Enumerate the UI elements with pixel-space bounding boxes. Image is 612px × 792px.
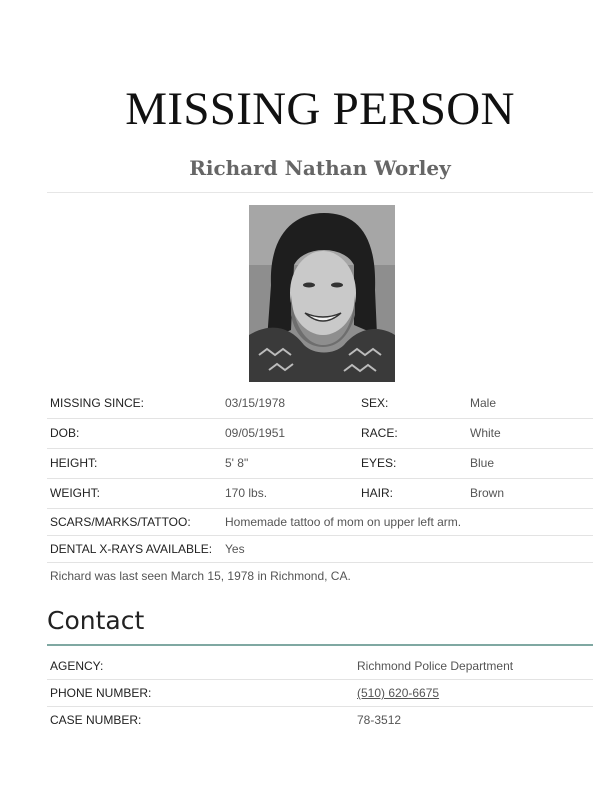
person-name: Richard Nathan Worley [189, 156, 451, 180]
dob-label: DOB: [50, 426, 80, 440]
weight-value: 170 lbs. [225, 486, 268, 500]
height-value: 5' 8" [225, 456, 249, 470]
agency-label: AGENCY: [50, 659, 104, 673]
last-seen-note: Richard was last seen March 15, 1978 in Richmond, CA. [50, 569, 351, 583]
table-row [47, 679, 593, 707]
contact-divider [47, 644, 593, 646]
table-row [47, 706, 593, 733]
height-label: HEIGHT: [50, 456, 98, 470]
contact-heading: Contact [47, 606, 145, 635]
table-row [47, 388, 593, 419]
scars-label: SCARS/MARKS/TATTOO: [50, 515, 191, 529]
hair-value: Brown [470, 486, 505, 500]
eyes-label: EYES: [361, 456, 397, 470]
phone-link[interactable]: (510) 620-6675 [357, 686, 440, 700]
sex-label: SEX: [361, 396, 389, 410]
dental-value: Yes [225, 542, 245, 556]
agency-value: Richmond Police Department [357, 659, 514, 673]
table-row [47, 448, 593, 479]
dob-value: 09/05/1951 [225, 426, 286, 440]
dental-label: DENTAL X-RAYS AVAILABLE: [50, 542, 213, 556]
missing-since-value: 03/15/1978 [225, 396, 286, 410]
hair-label: HAIR: [361, 486, 394, 500]
missing-since-label: MISSING SINCE: [50, 396, 145, 410]
case-value: 78-3512 [357, 713, 402, 727]
divider [47, 192, 593, 193]
race-label: RACE: [361, 426, 398, 440]
phone-label: PHONE NUMBER: [50, 686, 152, 700]
case-label: CASE NUMBER: [50, 713, 142, 727]
table-row [47, 418, 593, 449]
person-photo-graphic [249, 205, 395, 382]
table-row [47, 652, 593, 680]
eyes-value: Blue [470, 456, 495, 470]
scars-value: Homemade tattoo of mom on upper left arm. [225, 515, 462, 529]
table-row [47, 508, 593, 536]
race-value: White [470, 426, 501, 440]
table-row [47, 478, 593, 509]
weight-label: WEIGHT: [50, 486, 100, 500]
person-photo [249, 205, 395, 382]
table-row [47, 535, 593, 563]
sex-value: Male [470, 396, 497, 410]
page-title: MISSING PERSON [125, 83, 515, 135]
